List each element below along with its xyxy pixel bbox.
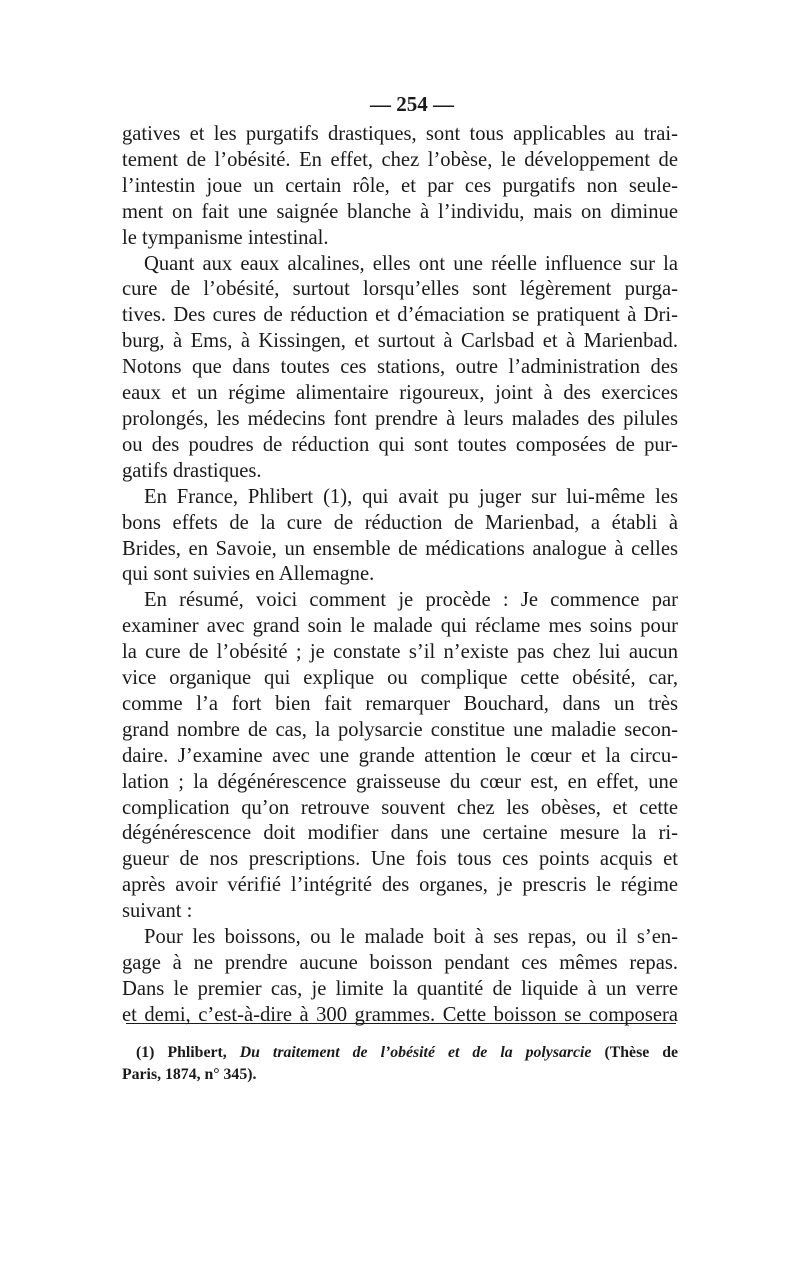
text-line: gatives et les purgatifs drastiques, sont tous applicables au trai- — [122, 123, 678, 145]
footnote-line-2: Paris, 1874, n° 345). — [122, 1066, 257, 1083]
text-line: En France, Phlibert (1), qui avait pu juger sur lui-même les — [144, 485, 678, 508]
footnote-marker: (1) — [136, 1044, 155, 1061]
page-content — [122, 86, 678, 1029]
text-line: gueur de nos prescriptions. Une fois tous ces points acquis et — [122, 848, 678, 871]
text-line: ment on fait une saignée blanche à l’individu, mais on diminue — [122, 200, 678, 223]
text-line: ou des poudres de réduction qui sont toutes composées de pur- — [122, 433, 678, 456]
text-line: et demi, c’est-à-dire à 300 grammes. Cette boisson se composera — [122, 1003, 678, 1026]
footnote-rest: (Thèse de — [604, 1044, 679, 1061]
text-line: l’intestin joue un certain rôle, et par ces purgatifs non seule- — [122, 174, 678, 197]
footnote — [122, 1042, 678, 1086]
text-line: tement de l’obésité. En effet, chez l’obèse, le développement de — [122, 148, 678, 171]
text-line: Quant aux eaux alcalines, elles ont une réelle influence sur la — [144, 252, 678, 275]
text-line: complication qu’on retrouve souvent chez les obèses, et cette — [122, 796, 678, 819]
body-text — [122, 122, 678, 1029]
text-line: prolongés, les médecins font prendre à leurs malades des pilules — [122, 407, 678, 430]
text-line: Notons que dans toutes ces stations, outre l’administration des — [122, 356, 678, 379]
text-line: dégénérescence doit modifier dans une certaine mesure la ri- — [122, 822, 678, 845]
text-line: En résumé, voici comment je procède : Je commence par — [144, 589, 678, 612]
text-line: vice organique qui explique ou complique cette obésité, car, — [122, 667, 678, 690]
text-line: grand nombre de cas, la polysarcie constitue une maladie secon- — [122, 718, 678, 741]
page-number: — 254 — — [370, 92, 454, 116]
footnote-separator — [126, 1023, 676, 1024]
text-line: qui sont suivies en Allemagne. — [122, 563, 375, 586]
text-line: tives. Des cures de réduction et d’émaciation se pratiquent à Dri- — [122, 304, 678, 327]
text-line: gage à ne prendre aucune boisson pendant ces mêmes repas. — [122, 952, 678, 974]
text-line: daire. J’examine avec une grande attention le cœur et la circu- — [122, 744, 678, 767]
text-line: la cure de l’obésité ; je constate s’il n’existe pas chez lui aucun — [122, 641, 678, 664]
text-line: cure de l’obésité, surtout lorsqu’elles sont légèrement purga- — [122, 278, 678, 301]
text-line: Pour les boissons, ou le malade boit à ses repas, ou il s’en- — [144, 926, 678, 949]
text-line: eaux et un régime alimentaire rigoureux, joint à des exercices — [122, 382, 678, 405]
text-line: gatifs drastiques. — [122, 459, 262, 482]
text-line: après avoir vérifié l’intégrité des organes, je prescris le régime — [122, 874, 678, 897]
text-line: Brides, en Savoie, un ensemble de médications analogue à celles — [122, 537, 678, 560]
text-line: comme l’a fort bien fait remarquer Bouchard, dans un très — [122, 692, 678, 715]
footnote-title: Du traitement de l’obésité et de la polysarcie — [239, 1044, 592, 1061]
text-line: burg, à Ems, à Kissingen, et surtout à Carlsbad et à Marienbad. — [122, 330, 678, 353]
text-line: lation ; la dégénérescence graisseuse du cœur est, en effet, une — [122, 770, 678, 793]
text-line: bons effets de la cure de réduction de Marienbad, a établi à — [122, 511, 678, 534]
text-line: Dans le premier cas, je limite la quantité de liquide à un verre — [122, 977, 678, 1000]
text-line: le tympanisme intestinal. — [122, 226, 329, 249]
footnote-line-1 — [122, 1042, 678, 1064]
text-line: suivant : — [122, 900, 193, 923]
footnote-author: Phlibert, — [167, 1044, 227, 1061]
text-line: examiner avec grand soin le malade qui réclame mes soins pour — [122, 615, 678, 638]
